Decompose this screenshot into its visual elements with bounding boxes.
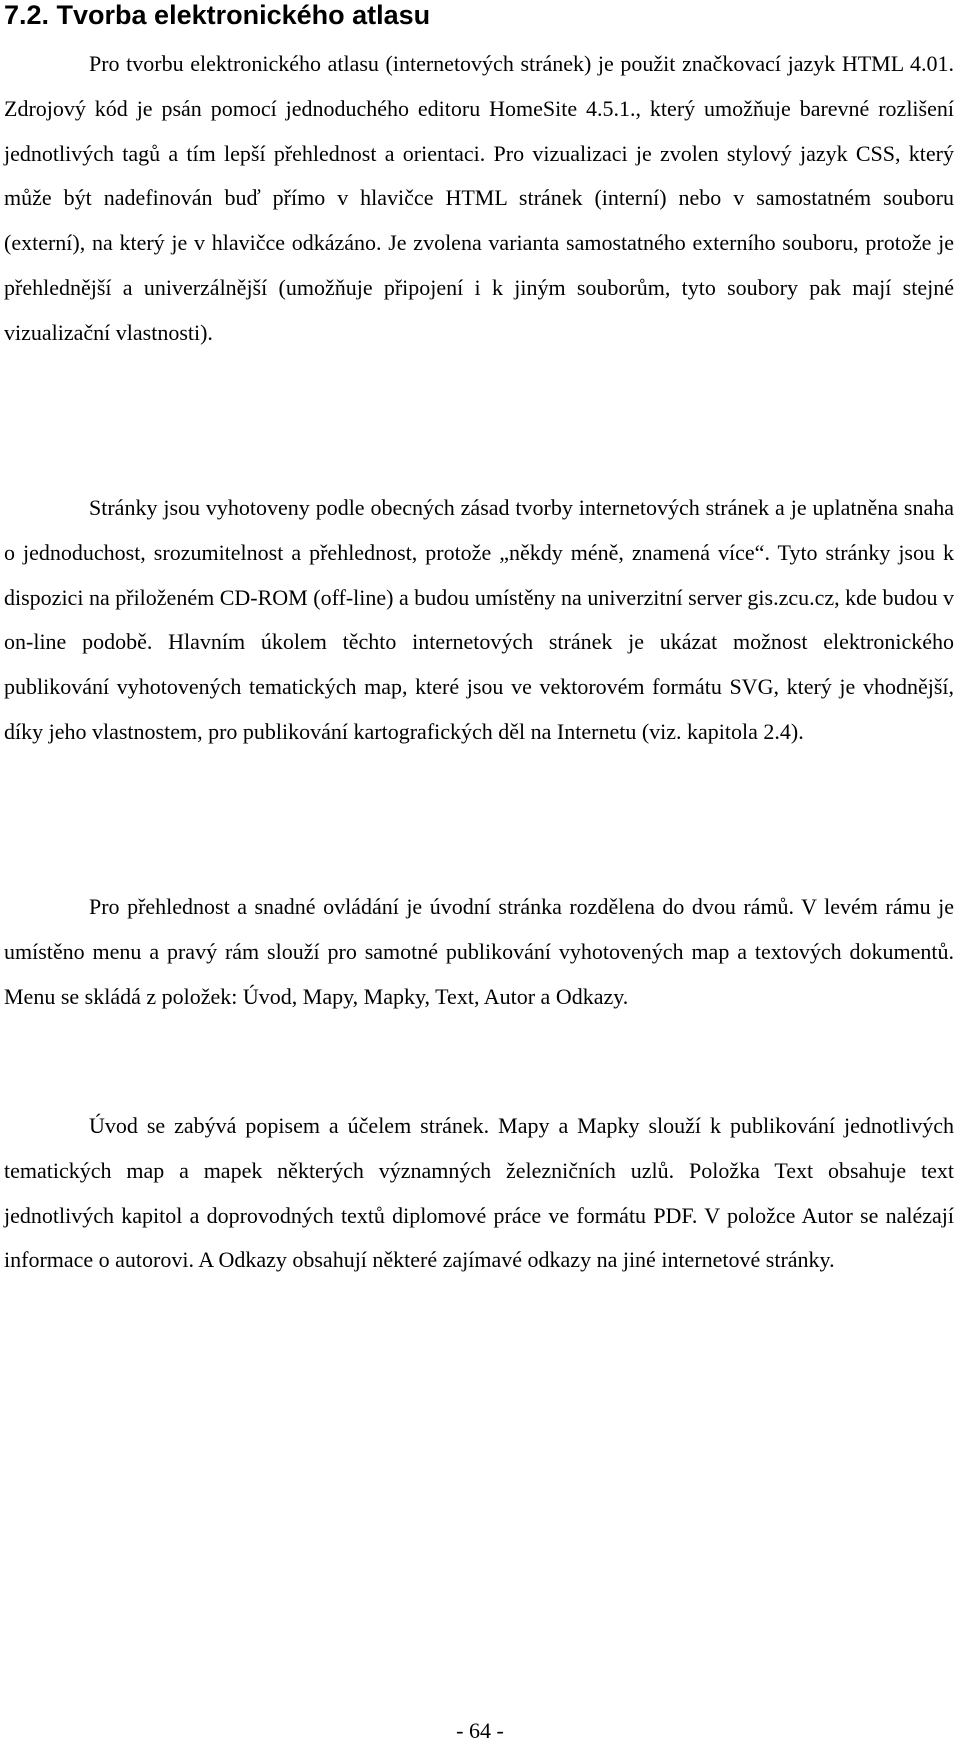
- paragraph-1-text: Pro tvorbu elektronického atlasu (internetových stránek) je použit značkovací jazyk HTML 4.01. Zdrojový kód je psán pomocí jednoduchého editoru HomeSite 4.5.1., který umožňuje barevné rozlišení jednotlivých tagů a tím lepší přehlednost a orientaci. Pro vizualizaci je zvolen stylový jazyk CSS, který může být nadefinován buď přímo v hlavičce HTML stránek (interní) nebo v samostatném souboru (externí), na který je v hlavičce odkázáno. Je zvolena varianta samostatného externího souboru, protože je přehlednější a univerzálnější (umožňuje připojení i k jiným souborům, tyto soubory pak mají stejné vizualizační vlastnosti).: [4, 51, 954, 345]
- paragraph-3-text: Pro přehlednost a snadné ovládání je úvodní stránka rozdělena do dvou rámů. V levém rámu je umístěno menu a pravý rám slouží pro samotné publikování vyhotovených map a textových dokumentů. Menu se skládá z položek: Úvod, Mapy, Mapky, Text, Autor a Odkazy.: [4, 894, 954, 1009]
- paragraph-2: [4, 486, 954, 755]
- section-heading: 7.2. Tvorba elektronického atlasu: [4, 0, 431, 30]
- page-number: - 64 -: [456, 1718, 504, 1743]
- paragraph-4: [4, 1104, 954, 1283]
- paragraph-4-text: Úvod se zabývá popisem a účelem stránek. Mapy a Mapky slouží k publikování jednotlivých tematických map a mapek některých významných železničních uzlů. Položka Text obsahuje text jednotlivých kapitol a doprovodných textů diplomové práce ve formátu PDF. V položce Autor se nalézají informace o autorovi. A Odkazy obsahují některé zajímavé odkazy na jiné internetové stránky.: [4, 1113, 954, 1273]
- paragraph-2-text: Stránky jsou vyhotoveny podle obecných zásad tvorby internetových stránek a je uplatněna snaha o jednoduchost, srozumitelnost a přehlednost, protože „někdy méně, znamená více“. Tyto stránky jsou k dispozici na přiloženém CD-ROM (off-line) a budou umístěny na univerzitní server gis.zcu.cz, kde budou v on-line podobě. Hlavním úkolem těchto internetových stránek je ukázat možnost elektronického publikování vyhotovených tematických map, které jsou ve vektorovém formátu SVG, který je vhodnější, díky jeho vlastnostem, pro publikování kartografických děl na Internetu (viz. kapitola 2.4).: [4, 495, 954, 744]
- paragraph-1: [4, 42, 954, 356]
- paragraph-3: [4, 885, 954, 1019]
